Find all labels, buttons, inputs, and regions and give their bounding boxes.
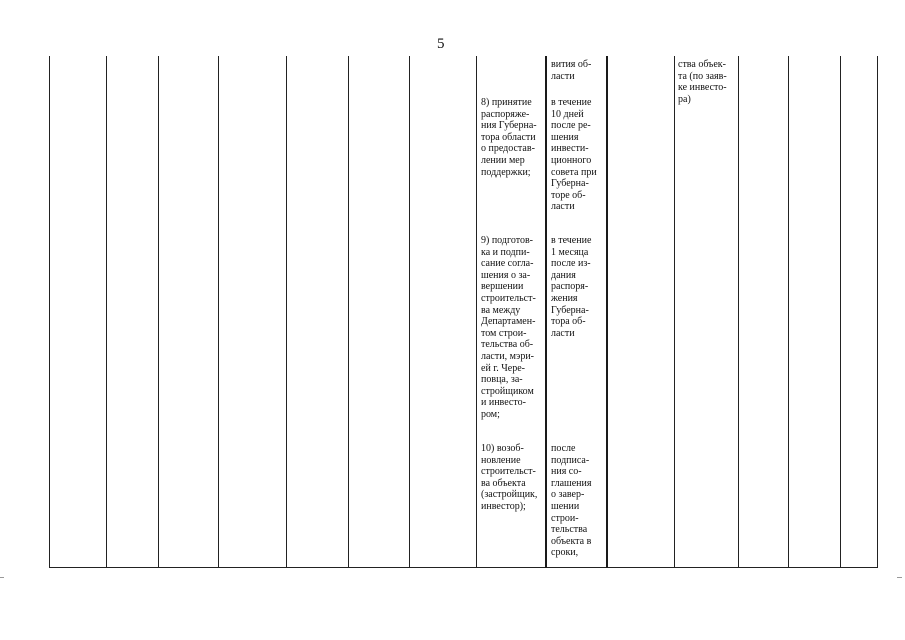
column-divider <box>606 56 608 568</box>
column-divider <box>476 56 477 568</box>
column-divider <box>674 56 675 568</box>
deadline-item-8: в течение 10 дней после ре- шения инвести- ционного совета при Губерна- торе об- ласти <box>551 97 597 213</box>
deadline-cont: вития об- ласти <box>551 59 592 82</box>
action-item-10: 10) возоб- новление строительст- ва объекта (застройщик, инвестор); <box>481 443 538 512</box>
action-item-9: 9) подготов- ка и подпи- сание согла- шения о за- вершении строительст- ва между Департамен- том строи- тельства об- ласти, мэри- ей г. Чере- повца, за- стройщиком и инвесто- ром; <box>481 235 536 420</box>
deadline-item-10: после подписа- ния со- глашения о завер- шении строи- тельства объекта в сроки, <box>551 443 592 559</box>
column-divider <box>218 56 219 568</box>
column-divider <box>738 56 739 568</box>
scan-mark <box>897 577 902 578</box>
page-number: 5 <box>437 36 445 52</box>
column-divider <box>348 56 349 568</box>
table-frame <box>49 56 878 568</box>
scan-mark <box>0 577 4 578</box>
deadline-item-9: в течение 1 месяца после из- дания распоря- жения Губерна- тора об- ласти <box>551 235 592 339</box>
column-divider <box>409 56 410 568</box>
column-divider <box>158 56 159 568</box>
column-divider <box>106 56 107 568</box>
column-divider <box>840 56 841 568</box>
column-divider <box>788 56 789 568</box>
object-note: ства объек- та (по заяв- ке инвесто- ра) <box>678 59 727 105</box>
column-divider <box>545 56 547 568</box>
action-item-8: 8) принятие распоряже- ния Губерна- тора области о предостав- лении мер поддержки; <box>481 97 537 178</box>
column-divider <box>286 56 287 568</box>
